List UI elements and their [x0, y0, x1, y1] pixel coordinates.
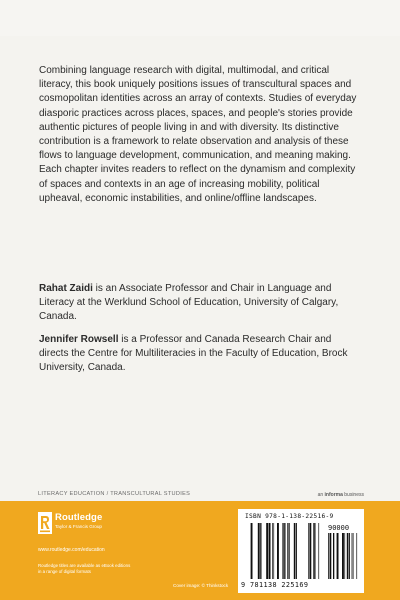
author-name: Rahat Zaidi	[39, 283, 93, 294]
barcode-bar	[330, 533, 331, 579]
barcode-bar	[272, 523, 273, 579]
publisher-name: Routledge	[55, 512, 103, 523]
series-label: LITERACY EDUCATION / TRANSCULTURAL STUDIES	[38, 491, 191, 497]
routledge-logo	[38, 512, 103, 552]
barcode-bar	[337, 533, 339, 579]
barcode-bar	[344, 533, 345, 579]
publisher-group: Taylor & Francis Group	[55, 524, 102, 529]
publisher-url[interactable]: www.routledge.com/education	[38, 547, 105, 553]
barcode-bar	[356, 533, 357, 579]
barcode-bar	[273, 523, 274, 579]
barcode-bar	[347, 533, 348, 579]
barcode-bar	[314, 523, 315, 579]
author-bio-rowsell	[39, 333, 363, 376]
routledge-logo-icon	[38, 512, 52, 534]
price-code: 90000	[328, 524, 350, 532]
book-description: Combining language research with digital, multimodal, and critical literacy, this book uniquely positions issues of transcultural spaces and cosmopolitan identities across an array of contexts. Studies of everyday diasporic practices across places, spaces, and people's stories provide authentic pictures of people living in and with diversity. Its distinctive contribution is a framework to relate observation and analysis of these flows to language development, communication, and meaning making. Each chapter invites readers to reflect on the dynamism and complexity of spaces and contexts in an age of increasing mobility, political upheaval, economic instabilities, and online/offline landscapes.	[39, 65, 357, 204]
barcode-bar	[296, 523, 297, 579]
barcode-bar	[349, 533, 350, 579]
barcode-bar	[309, 523, 311, 579]
top-margin	[0, 0, 400, 36]
barcode-bar	[284, 523, 285, 579]
barcode-bar	[260, 523, 261, 579]
barcode-bar	[258, 523, 260, 579]
barcode-bar	[266, 523, 268, 579]
barcode-bar	[269, 523, 271, 579]
barcode-bar	[342, 533, 344, 579]
barcode-bar	[353, 533, 354, 579]
barcode-bars	[244, 523, 358, 579]
barcode-bar	[328, 533, 329, 579]
barcode-bar	[318, 523, 319, 579]
barcode-bar	[294, 523, 295, 579]
author-bio-text: is an Associate Professor and Chair in Language and Literacy at the Werklund School of Education, University of Calgary, Canada.	[39, 283, 339, 323]
isbn-text: ISBN 978-1-138-22516-9	[245, 513, 334, 520]
ebook-note: Routledge titles are available as eBook editions in a range of digital formats	[38, 563, 131, 574]
informa-business-label: an informa business	[317, 492, 364, 498]
barcode-bar	[251, 523, 253, 579]
ean-number: 9 781138 225169	[241, 581, 309, 589]
barcode-box	[238, 509, 364, 593]
author-bio-text: is a Professor and Canada Research Chair and directs the Centre for Multiliteracies in the Faculty of Education, Brock University, Canada.	[39, 334, 348, 374]
barcode-bar	[313, 523, 314, 579]
barcode-bar	[288, 523, 289, 579]
author-name: Jennifer Rowsell	[39, 334, 119, 345]
barcode-bar	[333, 533, 334, 579]
barcode-bar	[352, 533, 353, 579]
author-bio-zaidi	[39, 282, 363, 325]
barcode-bar	[308, 523, 309, 579]
barcode-bar	[287, 523, 288, 579]
barcode-bar	[282, 523, 283, 579]
barcode-bar	[277, 523, 279, 579]
cover-credit: Cover image: © Thinkstock	[173, 583, 229, 588]
